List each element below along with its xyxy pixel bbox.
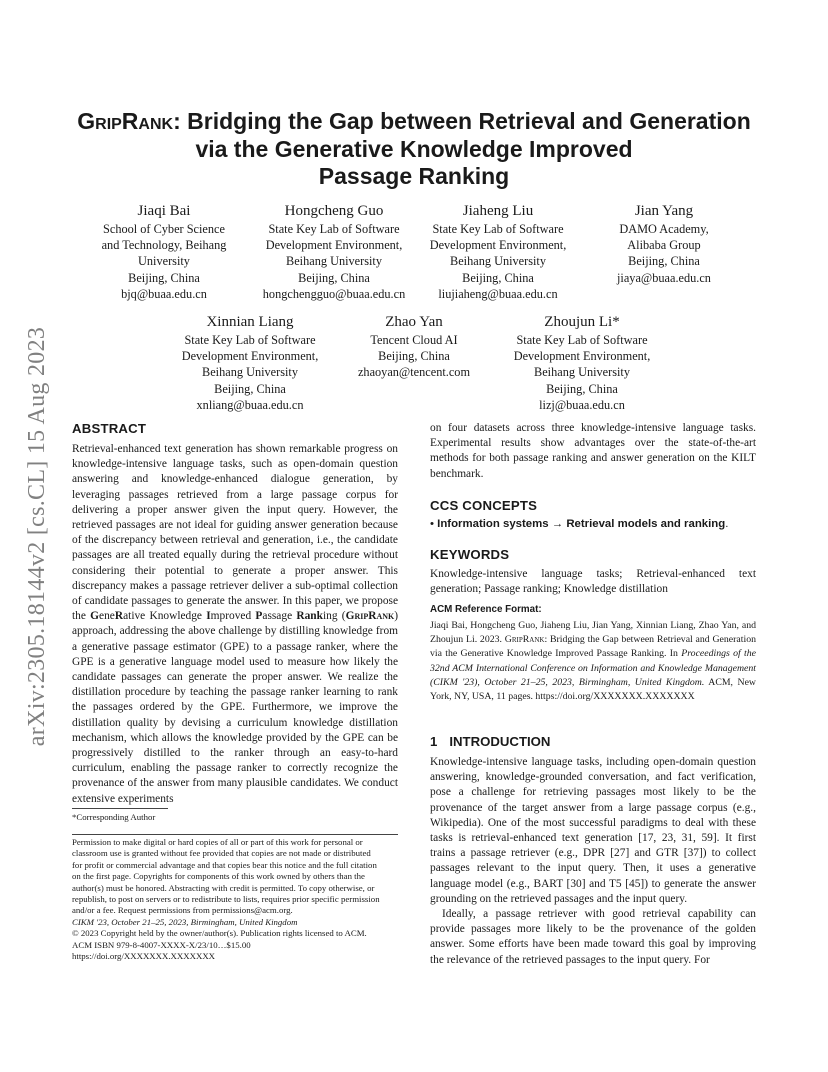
author-affiliation: Beihang University [450,254,546,269]
acronym-text: ene [99,610,115,623]
permission-line: Permission to make digital or hard copies of all or part of this work for personal or [72,837,363,847]
title-line2: via the Generative Knowledge Improved [195,135,633,162]
intro-heading [430,734,550,749]
conference-line: CIKM '23, October 21–25, 2023, Birmingham, United Kingdom [72,916,298,927]
abstract-heading: ABSTRACT [72,421,147,436]
author-email: jiaya@buaa.edu.cn [617,270,711,285]
keywords-heading: KEYWORDS [430,547,510,562]
author-email: lizj@buaa.edu.cn [539,397,625,412]
author-affiliation: State Key Lab of Software [268,222,400,236]
author-affiliation: State Key Lab of Software [184,333,316,347]
title-line3: Passage Ranking [318,163,510,189]
acronym-text: mproved [210,610,256,623]
author-location: Beijing, China [546,381,618,396]
author-name: Jiaheng Liu [462,203,534,219]
arrow-icon: → [551,518,564,530]
abstract-text: on four datasets across three knowledge-intensive language tasks. Experimental results show advantages over the state-of-the-art methods for both passage ranking and answer generation on the KILT benchmark. [430,422,756,480]
permission-block [72,837,398,962]
permission-line: and/or a fee. Request permissions from permissions@acm.org. [72,905,293,916]
footnote-rule [72,808,168,809]
author-location: Beijing, China [214,381,286,396]
author-location: Beijing, China [128,270,200,285]
section-number: 1 [430,734,438,749]
permission-line: classroom use is granted without fee provided that copies are not made or distributed [72,848,371,859]
author-affiliation: Development Environment, [513,349,651,364]
author-affiliation: Tencent Cloud AI [370,333,458,347]
author-affiliation: Development Environment, [181,349,319,364]
acronym-letter: R [114,610,124,623]
author-affiliation: State Key Lab of Software [516,333,648,347]
abstract-text: ) approach, addressing the above challenge by distilling knowledge from a generative passage estimator (GPE) to a passage ranker, where the GPE is a generative language model used to measure how likely the candidate passages can generate the proper answer. We realize the distillation procedure by teaching the passage ranker learning to rank the passages ordered by the GPE. Furthermore, we improve the distillation quality by devising a curriculum knowledge distillation mechanism, which allows the knowledge provided by the GPE can be progressively distilled to the ranker through an easy-to-hard curriculum, enabling the passage ranker to correctly recognize the provenance of the answer from many plausible candidates. We conduct extensive experiments [72,610,399,805]
author-affiliation: Development Environment, [265,238,403,253]
acm-ref-title: : Bridging the Gap between Retrieval and Generation via the Generative Knowledge Improved Passage Ranking. In [430,634,757,660]
intro-body [430,755,756,968]
author-email: liujiaheng@buaa.edu.cn [438,286,558,301]
acronym-text: ing ( [322,610,346,623]
ccs-heading: CCS CONCEPTS [430,498,538,513]
author-name: Jian Yang [634,203,694,219]
author-email: hongchengguo@buaa.edu.cn [262,286,406,301]
author-location: Beijing, China [298,270,370,285]
permission-rule [72,834,398,835]
acronym-letter: P [255,610,263,623]
ccs-end: . [725,518,729,530]
title-method-name: GripRank [77,108,174,134]
author-affiliation: Alibaba Group [627,238,701,253]
acronym-letter: Rank [296,610,323,623]
author-block [86,202,242,302]
author-affiliation: Beihang University [202,365,298,380]
ccs-item: Retrieval models and ranking [566,518,726,530]
author-block [586,202,742,286]
section-title: INTRODUCTION [449,734,551,749]
arxiv-stamp [20,0,56,1072]
author-affiliation: Beihang University [534,365,630,380]
doi-line: https://doi.org/XXXXXXX.XXXXXXX [72,951,216,962]
acronym-text: ative Knowledge [123,610,207,623]
method-name: GripRank [504,634,545,646]
author-name: Zhoujun Li* [544,314,620,330]
author-location: Beijing, China [378,349,450,364]
author-name: Xinnian Liang [206,314,294,330]
author-block [168,313,332,413]
acm-ref-text [430,619,756,704]
author-block [420,202,576,302]
author-affiliation: Beihang University [286,254,382,269]
author-location: Beijing, China [628,254,700,269]
acm-ref-heading: ACM Reference Format: [430,604,542,615]
permission-line: republish, to post on servers or to redistribute to lists, requires prior specific permission [72,894,380,905]
footnote: *Corresponding Author [72,812,156,822]
author-block [344,313,484,381]
ccs-concepts [430,518,728,530]
title-line1: : Bridging the Gap between Retrieval and Generation [173,108,751,134]
acronym-text: assage [262,610,297,623]
intro-paragraph: Ideally, a passage retriever with good retrieval capability can provide passages more likely to be the provenance of the golden answer. Some efforts have been made toward this goal by improving the relevance of the retrieved passages to the input query. For [430,908,756,966]
author-affiliation: State Key Lab of Software [432,222,564,236]
method-name: GripRank [345,610,395,623]
author-affiliation: and Technology, Beihang [101,238,227,253]
author-affiliation: University [138,254,190,269]
permission-line: author(s) must be honored. Abstracting with credit is permitted. To copy otherwise, or [72,882,375,893]
abstract-continued [430,421,756,482]
abstract-text: Retrieval-enhanced text generation has shown remarkable progress on knowledge-intensive language tasks, such as open-domain question answering and knowledge-enhanced dialogue generation, by leveraging passages retrieved from a large passage corpus for delivering a proper answer given the input query. However, the retrieved passages are not ideal for guiding answer generation because of the discrepancy between retrieval and generation, i.e., the candidate passages are all treated equally during the retrieval procedure without considering their potential to generate a proper answer. This discrepancy makes a passage retriever deliver a sub-optimal collection of candidate passages to generate the answer. In this paper, we propose the [72,443,398,623]
acm-ref-tail: ACM, New York, NY, USA, 11 pages. https://doi.org/XXXXXXX.XXXXXXX [430,676,756,703]
acronym-letter: I [206,610,211,623]
isbn-line: ACM ISBN 979-8-4007-XXXX-X/23/10…$15.00 [72,939,251,950]
author-block [500,313,664,413]
author-affiliation: Development Environment, [429,238,567,253]
intro-paragraph: Knowledge-intensive language tasks, including open-domain question answering, knowledge-grounded conversation, and fact verification, pose a challenge for retrieving passages most likely to be the provenance of the target answer from a large passage corpus (e.g., Wikipedia). One of the most successful paradigms to deal with these tasks is retrieval-enhanced text generation [17, 23, 31, 59]. It first trains a passage retriever (e.g., DPR [27] and GTR [37]) to collect passages relevant to the input query. Then, it uses a generative language model (e.g., BART [30] and T5 [45]) to generate the answer grounding on the retrieved passages and the input query. [430,756,756,905]
abstract-body [72,442,398,807]
author-email: zhaoyan@tencent.com [357,365,471,380]
author-name: Zhao Yan [385,314,443,330]
author-affiliation: School of Cyber Science [103,222,225,236]
author-email: xnliang@buaa.edu.cn [196,397,304,412]
acm-ref-authors: Jiaqi Bai, Hongcheng Guo, Jiaheng Liu, Jian Yang, Xinnian Liang, Zhao Yan, and Zhoujun Li. 2023. [430,620,756,646]
author-name: Hongcheng Guo [284,203,384,219]
acronym-letter: G [90,610,100,623]
author-block [252,202,416,302]
author-affiliation: DAMO Academy, [619,222,709,236]
author-name: Jiaqi Bai [137,203,191,219]
acm-ref-venue: Proceedings of the 32nd ACM International Conference on Information and Knowledge Management (CIKM '23), October 21–25, 2023, Birmingham, United Kingdom. [430,648,756,688]
copyright-line: © 2023 Copyright held by the owner/author(s). Publication rights licensed to ACM. [72,928,367,939]
permission-line: for profit or commercial advantage and that copies bear this notice and the full citation [72,859,377,870]
paper-title [60,108,768,191]
keywords-text: Knowledge-intensive language tasks; Retrieval-enhanced text generation; Passage ranking; Knowledge distillation [430,568,756,596]
permission-line: on the first page. Copyrights for components of this work owned by others than the [72,871,365,882]
bullet: • [430,518,434,530]
arxiv-id: arXiv:2305.18144v2 [cs.CL] 15 Aug 2023 [24,326,51,746]
author-location: Beijing, China [462,270,534,285]
ccs-item: Information systems [437,518,549,530]
author-email: bjq@buaa.edu.cn [121,286,207,301]
